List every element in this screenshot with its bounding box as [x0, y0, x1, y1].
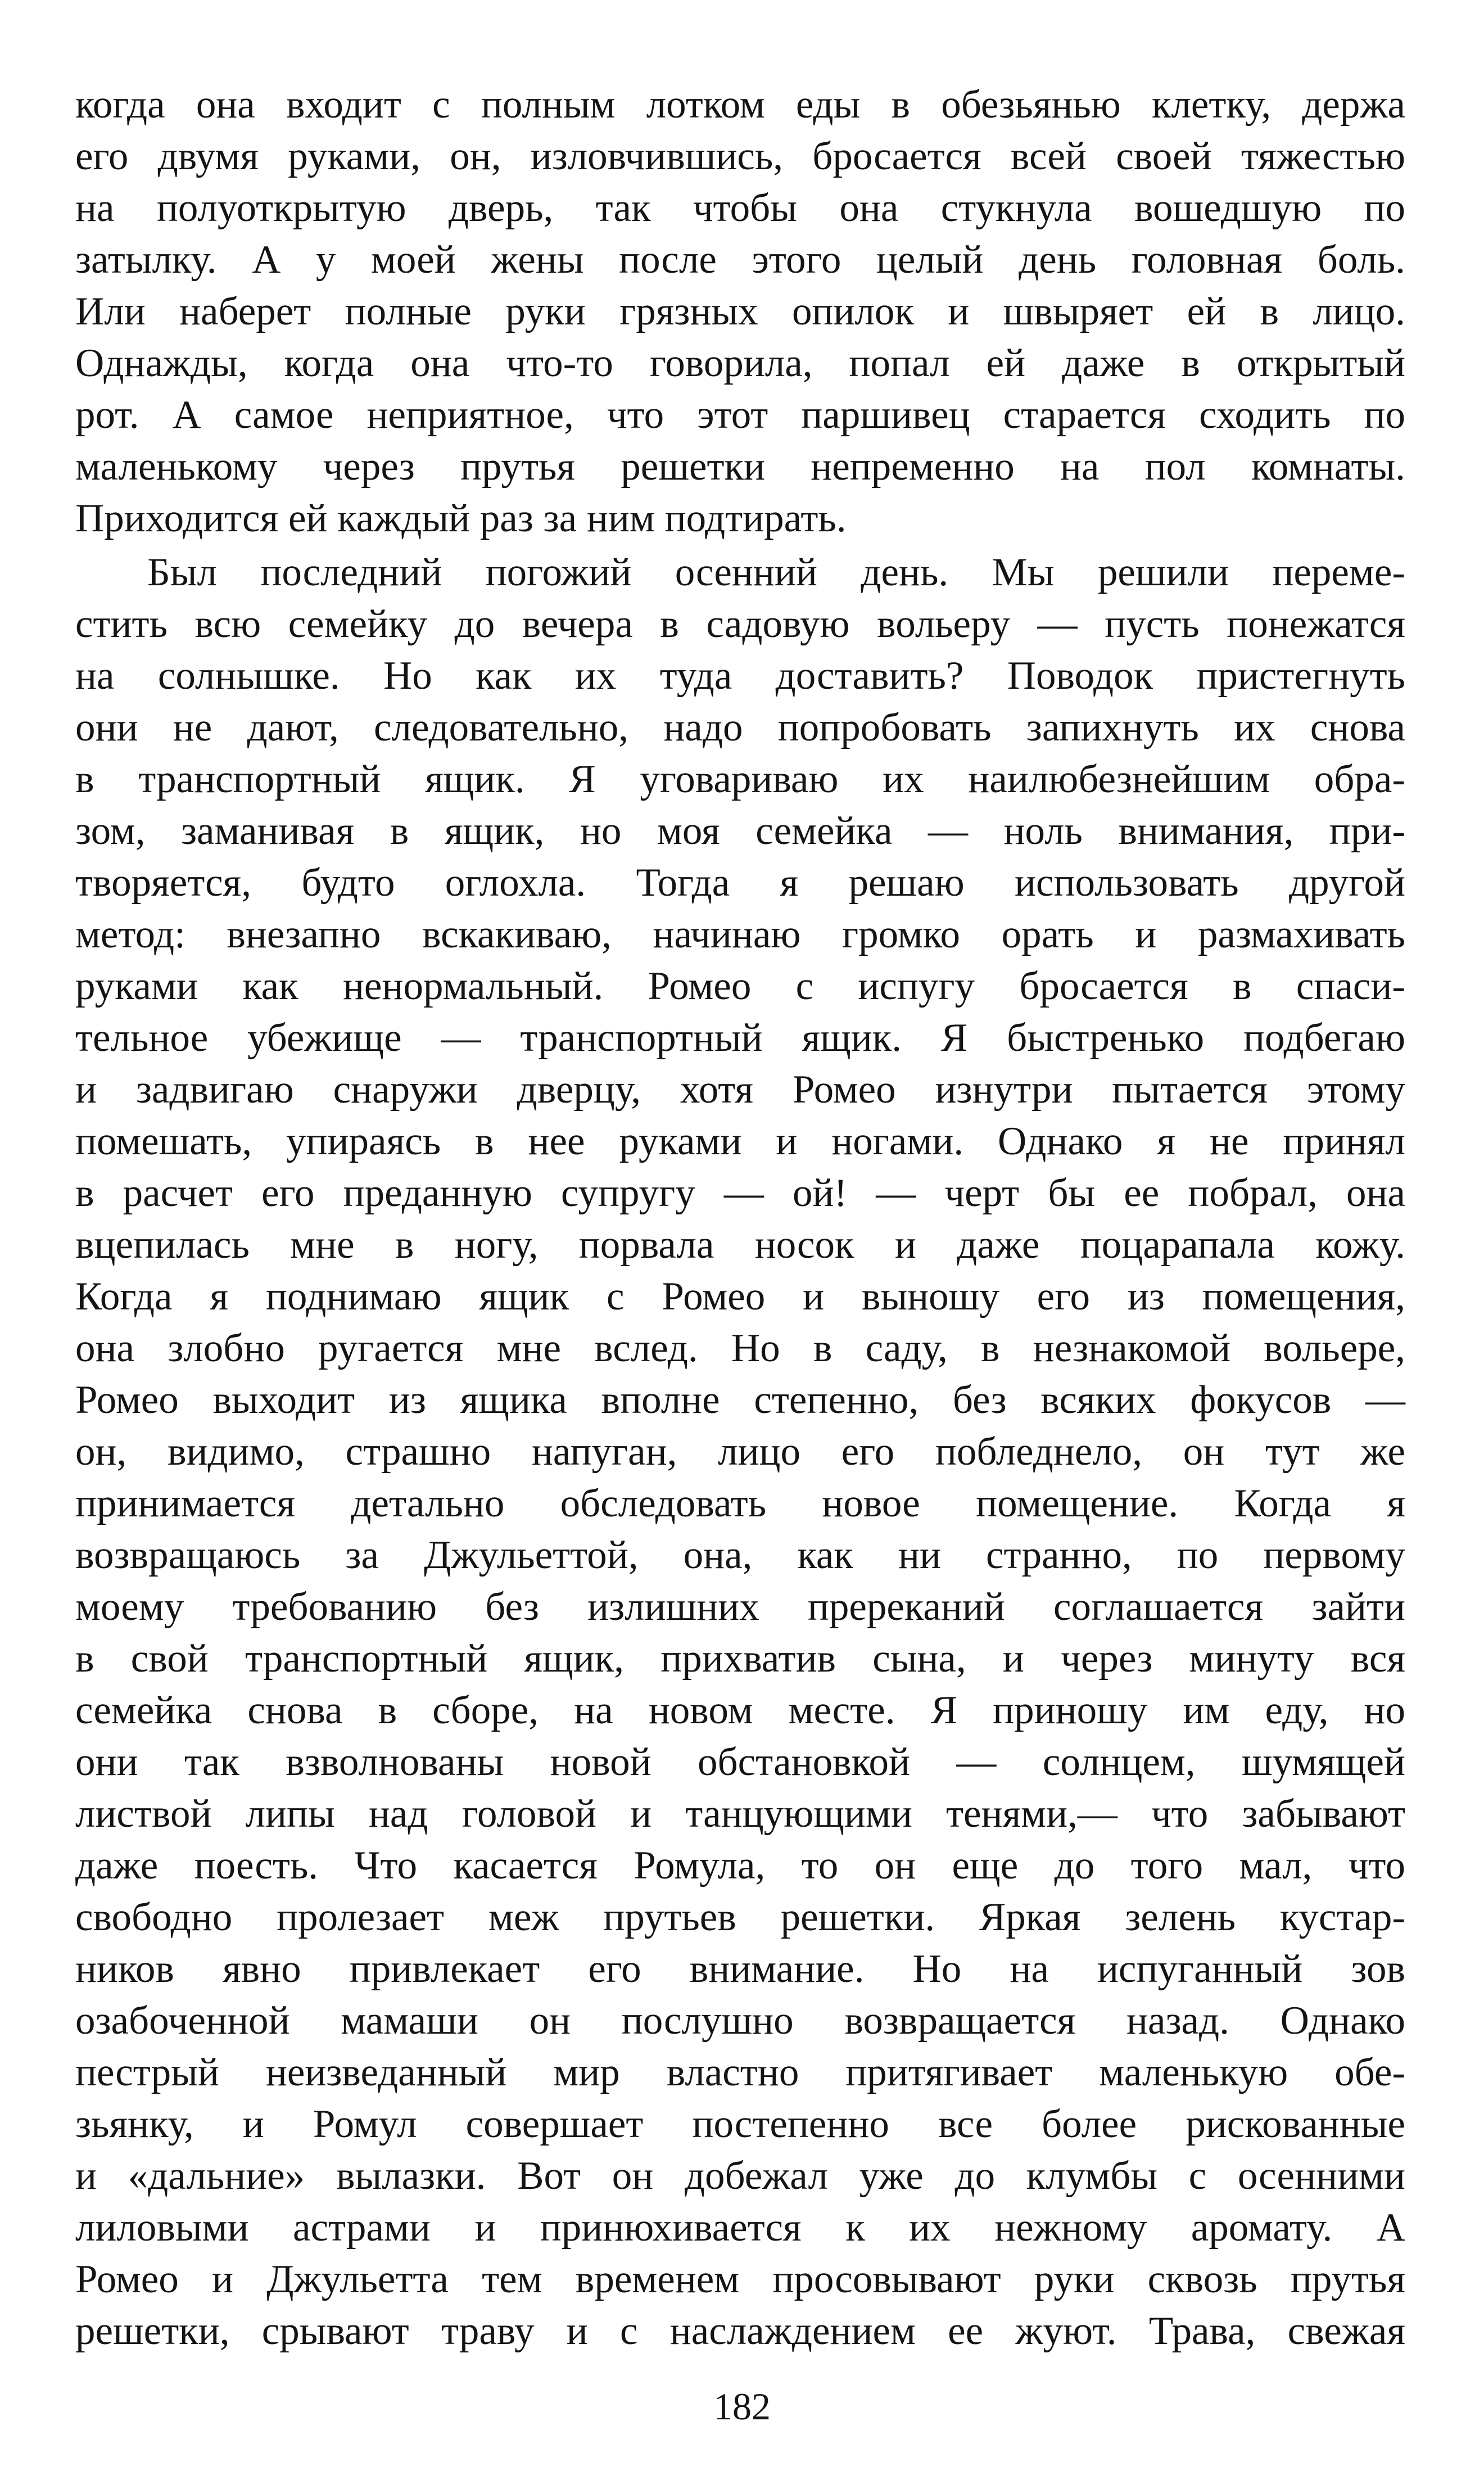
text-line: рот. А самое неприятное, что этот паршивец старается сходить по [75, 393, 1405, 437]
text-line: творяется, будто оглохла. Тогда я решаю использовать другой [75, 861, 1405, 905]
text-line: зьянку, и Ромул совершает постепенно все более рискованные [75, 2102, 1405, 2146]
text-line: даже поесть. Что касается Ромула, то он еще до того мал, что [75, 1844, 1405, 1887]
text-line: Когда я поднимаю ящик с Ромео и выношу его из помещения, [75, 1275, 1405, 1318]
text-line: когда она входит с полным лотком еды в обезьянью клетку, держа [75, 83, 1405, 127]
text-line: в свой транспортный ящик, прихватив сына, и через минуту вся [75, 1637, 1405, 1681]
text-line: Был последний погожий осенний день. Мы решили переме- [147, 550, 1405, 594]
text-line: Приходится ей каждый раз за ним подтирать. [75, 496, 847, 540]
text-line: пестрый неизведанный мир властно притягивает маленькую обе- [75, 2051, 1405, 2094]
text-line: метод: внезапно вскакиваю, начинаю громко орать и размахивать [75, 913, 1405, 956]
text-line: и задвигаю снаружи дверцу, хотя Ромео изнутри пытается этому [75, 1068, 1405, 1112]
text-line: Ромео выходит из ящика вполне степенно, без всяких фокусов — [75, 1378, 1405, 1422]
text-line: листвой липы над головой и танцующими тенями,— что забывают [75, 1792, 1405, 1836]
text-line: в транспортный ящик. Я уговариваю их наилюбезнейшим обра- [75, 757, 1405, 801]
text-line: и «дальние» вылазки. Вот он добежал уже до клумбы с осенними [75, 2154, 1405, 2198]
text-line: лиловыми астрами и принюхивается к их нежному аромату. А [75, 2206, 1405, 2250]
text-line: Ромео и Джульетта тем временем просовывают руки сквозь прутья [75, 2257, 1405, 2301]
paragraph [75, 79, 1405, 544]
text-line: озабоченной мамаши он послушно возвращается назад. Однако [75, 1999, 1405, 2043]
text-line: помешать, упираясь в нее руками и ногами. Однако я не принял [75, 1119, 1405, 1163]
text-line: на солнышке. Но как их туда доставить? Поводок пристегнуть [75, 654, 1405, 698]
text-line: свободно пролезает меж прутьев решетки. Яркая зелень кустар- [75, 1895, 1405, 1939]
text-line: моему требованию без излишних пререканий соглашается зайти [75, 1585, 1405, 1629]
text-line: они не дают, следовательно, надо попробовать запихнуть их снова [75, 706, 1405, 749]
text-line: ников явно привлекает его внимание. Но на испуганный зов [75, 1947, 1405, 1991]
text-line: решетки, срывают траву и с наслаждением ее жуют. Трава, свежая [75, 2309, 1405, 2353]
text-line: его двумя руками, он, изловчившись, бросается всей своей тяжестью [75, 134, 1405, 178]
text-line: они так взволнованы новой обстановкой — солнцем, шумящей [75, 1740, 1405, 1784]
body-text [75, 79, 1405, 2357]
text-line: он, видимо, страшно напуган, лицо его побледнело, он тут же [75, 1430, 1405, 1474]
text-line: семейка снова в сборе, на новом месте. Я приношу им еду, но [75, 1688, 1405, 1732]
text-line: маленькому через прутья решетки непременно на пол комнаты. [75, 445, 1405, 489]
page-number: 182 [713, 2385, 771, 2428]
text-line: принимается детально обследовать новое помещение. Когда я [75, 1482, 1405, 1525]
text-line: Однажды, когда она что-то говорила, попал ей даже в открытый [75, 341, 1405, 385]
text-line: руками как ненормальный. Ромео с испугу бросается в спаси- [75, 964, 1405, 1008]
text-line: вцепилась мне в ногу, порвала носок и даже поцарапала кожу. [75, 1223, 1405, 1267]
text-line: Или наберет полные руки грязных опилок и швыряет ей в лицо. [75, 290, 1405, 333]
text-line: она злобно ругается мне вслед. Но в саду, в незнакомой вольере, [75, 1326, 1405, 1370]
paragraph [75, 547, 1405, 2357]
text-line: зом, заманивая в ящик, но моя семейка — ноль внимания, при- [75, 809, 1405, 853]
text-line: возвращаюсь за Джульеттой, она, как ни странно, по первому [75, 1533, 1405, 1577]
text-line: в расчет его преданную супругу — ой! — черт бы ее побрал, она [75, 1171, 1405, 1215]
text-line: тельное убежище — транспортный ящик. Я быстренько подбегаю [75, 1016, 1405, 1060]
text-line: на полуоткрытую дверь, так чтобы она стукнула вошедшую по [75, 186, 1405, 230]
text-line: стить всю семейку до вечера в садовую вольеру — пусть понежатся [75, 602, 1405, 646]
text-line: затылку. А у моей жены после этого целый день головная боль. [75, 238, 1405, 282]
